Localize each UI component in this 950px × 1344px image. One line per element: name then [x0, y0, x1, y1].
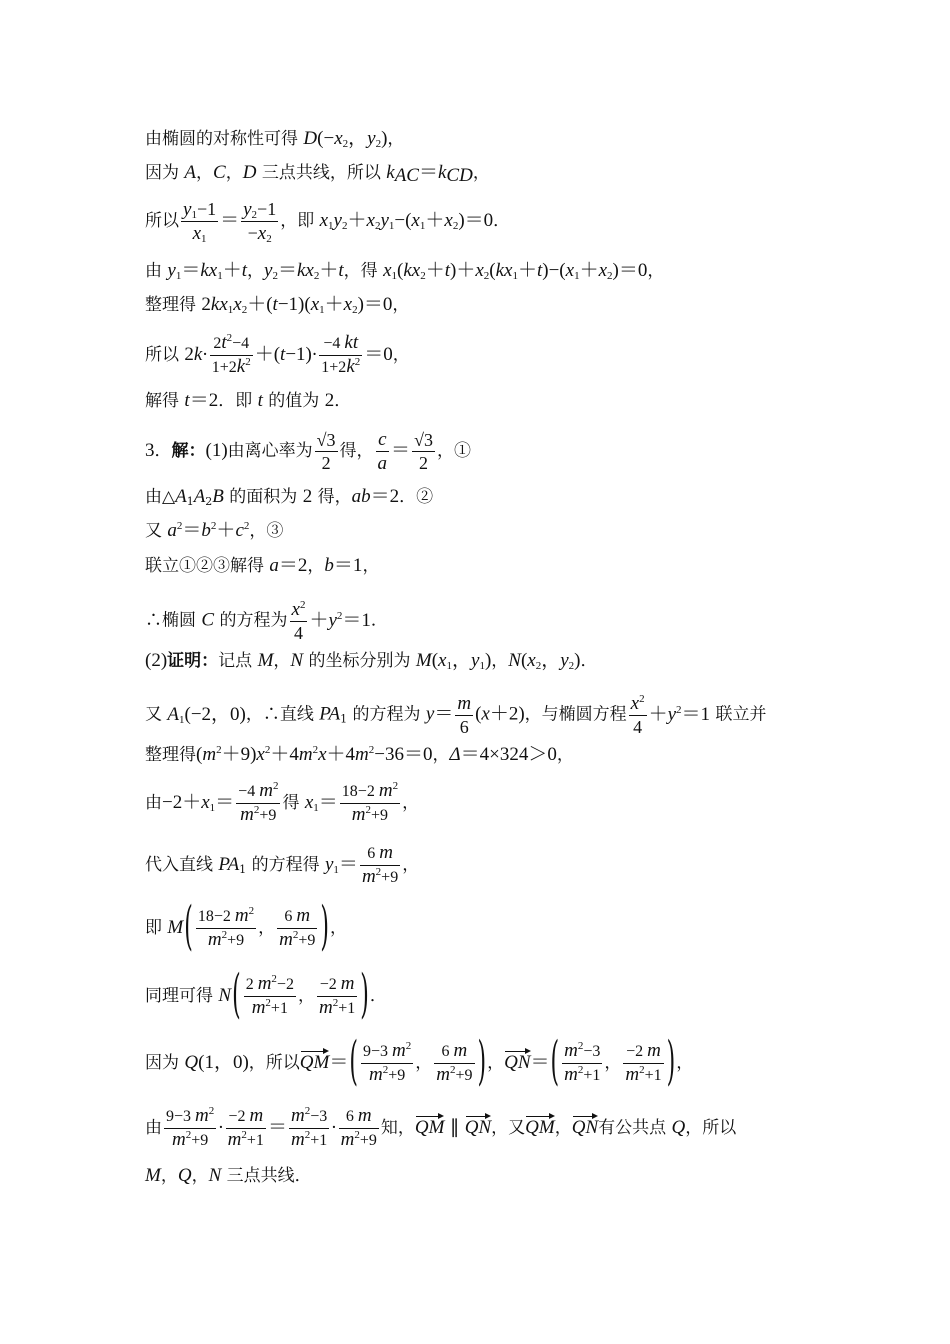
- fraction: $\frac{6 m}{m^2+9}$: [361, 842, 399, 887]
- line-vieta-substitute: 所以 2k· $\frac{2t^2-4}{1+2k^2}$ ＋(t−1)· $\frac{-4 kt}{1+2k^2}$ ＝0，: [145, 332, 410, 377]
- fraction: $\frac{y_2-1}{-x_2}$: [243, 199, 277, 245]
- line-parallel: 由 $\frac{9-3 m^2}{m^2+9}$ · $\frac{-2 m}{m^2+1}$ ＝ $\frac{m^2-3}{m^2+1}$ · $\frac{6 m}{m^2+9}$ 知，QM ∥ QN，又QM，QN有公共点 Q，所以: [145, 1105, 737, 1150]
- vector-qn: QN: [465, 1114, 491, 1139]
- fraction: $\frac{9-3 m^2}{m^2+9}$: [362, 1040, 412, 1085]
- fraction: $\frac{m^2-3}{m^2+1}$: [564, 1040, 601, 1085]
- vector-qm: QM: [525, 1114, 555, 1139]
- fraction: $\frac{18-2 m^2}{m^2+9}$: [197, 905, 255, 950]
- line-symmetry: 由椭圆的对称性可得 $D(-x_2$，$y_2$)，: [145, 128, 405, 150]
- line-vectors: 因为 Q(1，0)，所以QM＝( $\frac{9-3 m^2}{m^2+9}$ ， $\frac{6 m}{m^2+9}$ )，QN＝( $\frac{m^2-3}{m^2+1}$ ， $\frac{-2 m}{m^2+1}$ )，: [145, 1032, 694, 1093]
- vector-qn: QN: [572, 1114, 598, 1139]
- line-proof-start: (2)证明：记点 M，N 的坐标分别为 $M(x_1$，$y_1$)，$N(x_2$，$y_2$)．: [145, 650, 598, 672]
- line-collinear: 因为 A，C，D 三点共线，所以 $k_{AC}=k_{CD}$，: [145, 162, 490, 186]
- fraction: $\frac{2t^2-4}{1+2k^2}$: [211, 332, 251, 377]
- line-line-pa1: 又 $A_1(-2$，0)，∴直线 $PA_1$ 的方程为 y＝ $\frac{m}{6}$ (x＋2)，与椭圆方程 $\frac{x^2}{4}$ $+y^2=1$ 联立并: [145, 693, 767, 737]
- line-solve-t: 解得 t＝2．即 t 的值为 2．: [145, 390, 352, 411]
- fraction: $\frac{x^2}{4}$: [630, 693, 645, 737]
- fraction: $\frac{-2 m}{m^2+1}$: [318, 973, 356, 1018]
- line-relation: 又 $a^2=b^2+c^2$，③: [145, 520, 284, 541]
- fraction: $\frac{2 m^2-2}{m^2+1}$: [245, 973, 294, 1018]
- fraction: $\frac{-4 m^2}{m^2+9}$: [238, 780, 279, 825]
- fraction: $\frac{6 m}{m^2+9}$: [436, 1040, 473, 1085]
- fraction: $\frac{6 m}{m^2+9}$: [279, 905, 316, 950]
- line-point-m: 即 M( $\frac{18-2 m^2}{m^2+9}$ ， $\frac{6 m}{m^2+9}$ )，: [145, 897, 347, 958]
- vector-qm: QM: [300, 1049, 330, 1074]
- fraction: $\frac{m^2-3}{m^2+1}$: [290, 1105, 328, 1150]
- line-point-n: 同理可得 N( $\frac{2 m^2-2}{m^2+1}$ ， $\frac{-2 m}{m^2+1}$ )．: [145, 965, 387, 1026]
- fraction: $\frac{-4 kt}{1+2k^2}$: [321, 332, 361, 377]
- fraction: $\frac{9-3 m^2}{m^2+9}$: [166, 1105, 215, 1150]
- fraction: $\frac{m}{6}$: [457, 693, 472, 737]
- line-simplify: 整理得 $2kx_1x_2+(t-1)(x_1+x_2)=0$，: [145, 294, 410, 316]
- line-slope-equation: 所以 $\frac{y_1-1}{x_1}$ ＝ $\frac{y_2-1}{-x_2}$ ，即 $x_1y_2+x_2y_1-(x_1+x_2)=0$．: [145, 199, 511, 245]
- fraction: $\frac{6 m}{m^2+9}$: [340, 1105, 377, 1150]
- line-substitute: 由 $y_1=kx_1+t$，$y_2=kx_2+t$，得 $x_1(kx_2+t)+x_2(kx_1+t)-(x_1+x_2)=0$，: [145, 260, 665, 282]
- line-solve-ab: 联立①②③解得 a＝2，b＝1，: [145, 555, 380, 576]
- line-area: 由$\triangle A_1A_2B$ 的面积为 2 得，ab＝2．②: [145, 486, 434, 508]
- vector-qm: QM: [415, 1114, 445, 1139]
- fraction: $\frac{y_1-1}{x_1}$: [183, 199, 217, 245]
- fraction: $\frac{x^2}{4}$: [291, 599, 306, 643]
- line-conclusion: M，Q，N 三点共线．: [145, 1165, 312, 1186]
- fraction: $\frac{18-2 m^2}{m^2+9}$: [341, 780, 399, 825]
- fraction: $\frac{-2 m}{m^2+1}$: [625, 1040, 662, 1085]
- line-ellipse-equation: ∴椭圆 C 的方程为 $\frac{x^2}{4}$ $+y^2=1$．: [145, 599, 388, 643]
- line-quadratic: 整理得$(m^2+9)x^2+4m^2x+4m^2-36=0$，Δ＝4×324＞0，: [145, 744, 574, 765]
- vector-qn: QN: [504, 1049, 530, 1074]
- line-x1: 由$-2+x_1=$ $\frac{-4 m^2}{m^2+9}$ 得 $x_1=$ $\frac{18-2 m^2}{m^2+9}$ ，: [145, 780, 420, 825]
- fraction: $\frac{-2 m}{m^2+1}$: [227, 1105, 264, 1150]
- line-q3-eccentricity: 3．解：(1)由离心率为 $\frac{√3}{2}$ 得， $\frac{c}{a}$ ＝ $\frac{√3}{2}$ ，①: [145, 429, 471, 474]
- fraction: $\frac{c}{a}$: [377, 429, 388, 474]
- fraction: $\frac{√3}{2}$: [316, 430, 336, 473]
- line-y1: 代入直线 $PA_1$ 的方程得 $y_1=$ $\frac{6 m}{m^2+9}$ ，: [145, 842, 420, 887]
- fraction: $\frac{√3}{2}$: [414, 430, 433, 473]
